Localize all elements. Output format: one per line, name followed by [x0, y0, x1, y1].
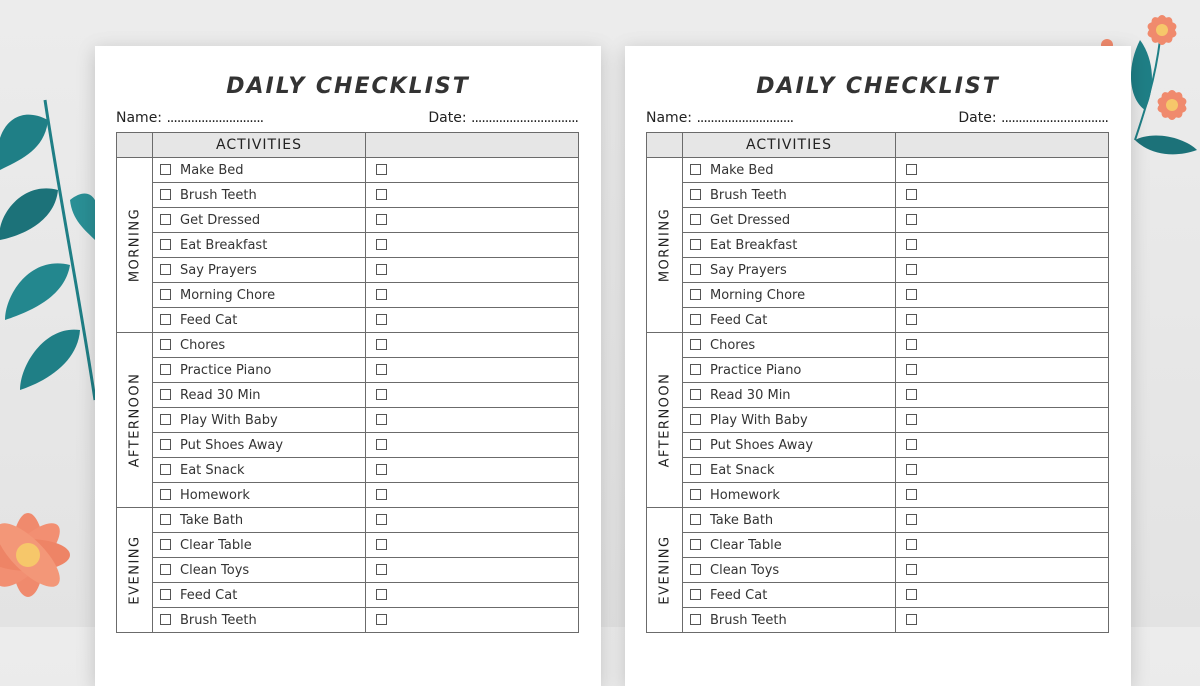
- leaf-branch-left-decoration: [0, 80, 110, 627]
- checkbox-icon[interactable]: [906, 564, 917, 575]
- section-cell-morning: [647, 158, 683, 333]
- check-cell: [896, 183, 1109, 208]
- section-cell-evening: [117, 508, 153, 633]
- name-date-row: [116, 110, 578, 130]
- table-row: [117, 158, 579, 183]
- activity-cell: [153, 583, 366, 608]
- name-blank: ............................: [166, 110, 264, 126]
- checkbox-icon[interactable]: [160, 489, 171, 500]
- leaf-icon: [0, 115, 48, 170]
- checkbox-icon[interactable]: [906, 414, 917, 425]
- activity-label: Feed Cat: [180, 312, 238, 328]
- activity-cell: [153, 158, 366, 183]
- check-cell: [896, 508, 1109, 533]
- date-field: [958, 110, 1108, 126]
- table-header-row: [117, 133, 579, 158]
- activity-cell: [683, 258, 896, 283]
- activity-label: Chores: [180, 337, 226, 353]
- checkbox-icon[interactable]: [690, 589, 701, 600]
- checkbox-icon[interactable]: [376, 439, 387, 450]
- activity-cell: [153, 258, 366, 283]
- activity-cell: [683, 358, 896, 383]
- activity-label: Eat Snack: [710, 462, 775, 478]
- check-cell: [366, 308, 579, 333]
- name-field: [116, 110, 263, 126]
- checkbox-icon[interactable]: [690, 464, 701, 475]
- checkbox-icon[interactable]: [906, 214, 917, 225]
- section-cell-morning: [117, 158, 153, 333]
- table-row: [117, 183, 579, 208]
- activity-label: Brush Teeth: [710, 187, 787, 203]
- activity-cell: [683, 183, 896, 208]
- check-cell: [366, 183, 579, 208]
- check-header-cell: [896, 133, 1109, 158]
- checkbox-icon[interactable]: [906, 439, 917, 450]
- activity-cell: [683, 208, 896, 233]
- activity-label: Feed Cat: [710, 587, 768, 603]
- table-row: [647, 558, 1109, 583]
- section-label: MORNING: [127, 207, 142, 283]
- checkbox-icon[interactable]: [376, 514, 387, 525]
- table-row: [117, 583, 579, 608]
- checkbox-icon[interactable]: [376, 239, 387, 250]
- activity-label: Brush Teeth: [180, 612, 257, 628]
- table-row: [647, 458, 1109, 483]
- activity-label: Clear Table: [710, 537, 782, 553]
- check-cell: [896, 558, 1109, 583]
- activity-cell: [683, 458, 896, 483]
- check-cell: [896, 258, 1109, 283]
- checklist-title: DAILY CHECKLIST: [226, 74, 470, 99]
- activity-cell: [153, 383, 366, 408]
- table-row: [647, 283, 1109, 308]
- checkbox-icon[interactable]: [160, 314, 171, 325]
- checkbox-icon[interactable]: [906, 464, 917, 475]
- checkbox-icon[interactable]: [690, 564, 701, 575]
- checkbox-icon[interactable]: [160, 514, 171, 525]
- activity-label: Put Shoes Away: [710, 437, 814, 453]
- activity-label: Play With Baby: [710, 412, 808, 428]
- check-cell: [896, 408, 1109, 433]
- table-row: [117, 458, 579, 483]
- date-blank: ...............................: [1001, 110, 1108, 126]
- table-row: [647, 183, 1109, 208]
- checklist-body: [647, 158, 1109, 633]
- check-cell: [366, 283, 579, 308]
- checkbox-icon[interactable]: [376, 164, 387, 175]
- check-cell: [896, 533, 1109, 558]
- table-row: [647, 208, 1109, 233]
- activity-cell: [683, 583, 896, 608]
- section-header-cell: [117, 133, 153, 158]
- leaf-icon: [5, 263, 70, 320]
- activity-cell: [683, 558, 896, 583]
- activity-label: Eat Snack: [180, 462, 245, 478]
- check-cell: [896, 583, 1109, 608]
- activity-label: Brush Teeth: [180, 187, 257, 203]
- checklist-body: [117, 158, 579, 633]
- leaf-icon: [1131, 40, 1152, 110]
- checkbox-icon[interactable]: [690, 514, 701, 525]
- checkbox-icon[interactable]: [160, 364, 171, 375]
- checkbox-icon[interactable]: [906, 189, 917, 200]
- check-cell: [366, 558, 579, 583]
- checkbox-icon[interactable]: [160, 614, 171, 625]
- check-cell: [366, 158, 579, 183]
- name-blank: ............................: [696, 110, 794, 126]
- checkbox-icon[interactable]: [376, 539, 387, 550]
- checkbox-icon[interactable]: [376, 389, 387, 400]
- table-row: [117, 608, 579, 633]
- leaf-icon: [1135, 135, 1197, 154]
- activity-cell: [683, 233, 896, 258]
- table-row: [117, 483, 579, 508]
- check-cell: [366, 333, 579, 358]
- activity-label: Read 30 Min: [180, 387, 261, 403]
- check-cell: [366, 533, 579, 558]
- activity-label: Morning Chore: [710, 287, 806, 303]
- checkbox-icon[interactable]: [376, 189, 387, 200]
- activity-cell: [153, 308, 366, 333]
- activity-cell: [683, 533, 896, 558]
- table-row: [117, 208, 579, 233]
- table-row: [647, 333, 1109, 358]
- activities-header: ACTIVITIES: [683, 133, 896, 158]
- activity-label: Put Shoes Away: [180, 437, 284, 453]
- checkbox-icon[interactable]: [690, 314, 701, 325]
- check-cell: [366, 233, 579, 258]
- table-row: [647, 433, 1109, 458]
- check-cell: [896, 458, 1109, 483]
- activity-cell: [683, 283, 896, 308]
- check-cell: [896, 433, 1109, 458]
- name-label: Name:: [116, 110, 163, 126]
- check-header-cell: [366, 133, 579, 158]
- checkbox-icon[interactable]: [376, 614, 387, 625]
- activity-label: Make Bed: [180, 162, 244, 178]
- activity-cell: [683, 408, 896, 433]
- check-cell: [366, 483, 579, 508]
- check-cell: [366, 458, 579, 483]
- checkbox-icon[interactable]: [906, 289, 917, 300]
- checkbox-icon[interactable]: [160, 414, 171, 425]
- checkbox-icon[interactable]: [376, 489, 387, 500]
- activity-cell: [153, 283, 366, 308]
- checkbox-icon[interactable]: [160, 289, 171, 300]
- name-date-row: [646, 110, 1108, 130]
- checkbox-icon[interactable]: [690, 389, 701, 400]
- check-cell: [896, 308, 1109, 333]
- checkbox-icon[interactable]: [376, 564, 387, 575]
- checkbox-icon[interactable]: [160, 539, 171, 550]
- checkbox-icon[interactable]: [906, 539, 917, 550]
- table-row: [647, 258, 1109, 283]
- checkbox-icon[interactable]: [690, 439, 701, 450]
- activity-cell: [153, 508, 366, 533]
- checkbox-icon[interactable]: [160, 464, 171, 475]
- table-row: [117, 283, 579, 308]
- checklist-table: [116, 132, 579, 633]
- checkbox-icon[interactable]: [906, 364, 917, 375]
- table-row: [117, 408, 579, 433]
- check-cell: [366, 258, 579, 283]
- checkbox-icon[interactable]: [906, 514, 917, 525]
- checkbox-icon[interactable]: [160, 589, 171, 600]
- activity-cell: [153, 408, 366, 433]
- table-row: [647, 233, 1109, 258]
- checkbox-icon[interactable]: [906, 164, 917, 175]
- activity-cell: [683, 383, 896, 408]
- check-cell: [366, 508, 579, 533]
- check-cell: [896, 483, 1109, 508]
- activity-cell: [683, 433, 896, 458]
- check-cell: [896, 608, 1109, 633]
- checklist-table: [646, 132, 1109, 633]
- flower-left-decoration: [0, 455, 100, 627]
- activity-cell: [683, 608, 896, 633]
- table-row: [117, 308, 579, 333]
- activity-label: Clean Toys: [710, 562, 780, 578]
- activities-header: ACTIVITIES: [153, 133, 366, 158]
- table-row: [117, 558, 579, 583]
- check-cell: [896, 383, 1109, 408]
- checkbox-icon[interactable]: [690, 489, 701, 500]
- name-label: Name:: [646, 110, 693, 126]
- activity-cell: [153, 608, 366, 633]
- activity-label: Homework: [710, 487, 780, 503]
- checkbox-icon[interactable]: [906, 264, 917, 275]
- checklist-title: DAILY CHECKLIST: [756, 74, 1000, 99]
- checkbox-icon[interactable]: [376, 289, 387, 300]
- date-field: [428, 110, 578, 126]
- section-label: AFTERNOON: [127, 372, 142, 468]
- section-cell-afternoon: [117, 333, 153, 508]
- check-cell: [896, 333, 1109, 358]
- checkbox-icon[interactable]: [376, 464, 387, 475]
- activity-label: Read 30 Min: [710, 387, 791, 403]
- table-row: [117, 433, 579, 458]
- checklist-sheet-right: [625, 46, 1131, 686]
- checkbox-icon[interactable]: [160, 564, 171, 575]
- leaf-icon: [0, 188, 58, 240]
- checkbox-icon[interactable]: [690, 239, 701, 250]
- table-row: [647, 408, 1109, 433]
- checkbox-icon[interactable]: [160, 189, 171, 200]
- checkbox-icon[interactable]: [160, 389, 171, 400]
- activity-cell: [683, 508, 896, 533]
- section-header-cell: [647, 133, 683, 158]
- date-label: Date:: [958, 110, 997, 126]
- activity-label: Eat Breakfast: [180, 237, 268, 253]
- check-cell: [896, 358, 1109, 383]
- activity-label: Say Prayers: [710, 262, 787, 278]
- table-row: [647, 158, 1109, 183]
- checkbox-icon[interactable]: [690, 614, 701, 625]
- checkbox-icon[interactable]: [690, 189, 701, 200]
- checkbox-icon[interactable]: [690, 339, 701, 350]
- section-label: AFTERNOON: [657, 372, 672, 468]
- checkbox-icon[interactable]: [906, 614, 917, 625]
- checkbox-icon[interactable]: [376, 264, 387, 275]
- activity-cell: [153, 433, 366, 458]
- activity-label: Chores: [710, 337, 756, 353]
- checkbox-icon[interactable]: [160, 214, 171, 225]
- checkbox-icon[interactable]: [690, 164, 701, 175]
- check-cell: [366, 383, 579, 408]
- checkbox-icon[interactable]: [690, 214, 701, 225]
- activity-label: Homework: [180, 487, 250, 503]
- activity-cell: [683, 158, 896, 183]
- checkbox-icon[interactable]: [160, 239, 171, 250]
- check-cell: [366, 608, 579, 633]
- activity-label: Say Prayers: [180, 262, 257, 278]
- check-cell: [366, 433, 579, 458]
- activity-label: Practice Piano: [180, 362, 272, 378]
- table-row: [647, 383, 1109, 408]
- table-row: [647, 608, 1109, 633]
- activity-cell: [153, 183, 366, 208]
- section-label: MORNING: [657, 207, 672, 283]
- checkbox-icon[interactable]: [906, 389, 917, 400]
- table-row: [117, 508, 579, 533]
- table-header-row: [647, 133, 1109, 158]
- activity-label: Morning Chore: [180, 287, 276, 303]
- activity-label: Clean Toys: [180, 562, 250, 578]
- activity-cell: [683, 333, 896, 358]
- date-blank: ...............................: [471, 110, 578, 126]
- check-cell: [896, 158, 1109, 183]
- section-label: EVENING: [657, 535, 672, 605]
- activity-label: Clear Table: [180, 537, 252, 553]
- checkbox-icon[interactable]: [160, 264, 171, 275]
- checkbox-icon[interactable]: [376, 339, 387, 350]
- checkbox-icon[interactable]: [906, 239, 917, 250]
- activity-label: Feed Cat: [180, 587, 238, 603]
- date-label: Date:: [428, 110, 467, 126]
- checkbox-icon[interactable]: [376, 414, 387, 425]
- activity-label: Take Bath: [180, 512, 244, 528]
- checkbox-icon[interactable]: [376, 364, 387, 375]
- name-field: [646, 110, 793, 126]
- check-cell: [366, 208, 579, 233]
- table-row: [117, 358, 579, 383]
- section-cell-evening: [647, 508, 683, 633]
- check-cell: [366, 408, 579, 433]
- checkbox-icon[interactable]: [906, 339, 917, 350]
- activity-label: Get Dressed: [710, 212, 791, 228]
- table-row: [117, 333, 579, 358]
- activity-cell: [153, 333, 366, 358]
- table-row: [647, 358, 1109, 383]
- checkbox-icon[interactable]: [690, 264, 701, 275]
- check-cell: [896, 233, 1109, 258]
- checkbox-icon[interactable]: [376, 589, 387, 600]
- table-row: [647, 583, 1109, 608]
- table-row: [647, 508, 1109, 533]
- activity-label: Make Bed: [710, 162, 774, 178]
- table-row: [117, 533, 579, 558]
- activity-cell: [153, 358, 366, 383]
- check-cell: [366, 358, 579, 383]
- activity-cell: [683, 308, 896, 333]
- checkbox-icon[interactable]: [376, 314, 387, 325]
- checkbox-icon[interactable]: [690, 364, 701, 375]
- checkbox-icon[interactable]: [906, 489, 917, 500]
- check-cell: [896, 208, 1109, 233]
- activity-cell: [153, 233, 366, 258]
- checkbox-icon[interactable]: [906, 589, 917, 600]
- checkbox-icon[interactable]: [160, 164, 171, 175]
- activity-cell: [683, 483, 896, 508]
- checkbox-icon[interactable]: [160, 339, 171, 350]
- activity-cell: [153, 533, 366, 558]
- checkbox-icon[interactable]: [690, 289, 701, 300]
- table-row: [117, 258, 579, 283]
- check-cell: [366, 583, 579, 608]
- activity-label: Take Bath: [710, 512, 774, 528]
- activity-cell: [153, 558, 366, 583]
- leaf-icon: [20, 330, 80, 390]
- checkbox-icon[interactable]: [906, 314, 917, 325]
- table-row: [647, 483, 1109, 508]
- section-cell-afternoon: [647, 333, 683, 508]
- activity-label: Eat Breakfast: [710, 237, 798, 253]
- table-row: [647, 308, 1109, 333]
- activity-cell: [153, 458, 366, 483]
- activity-label: Play With Baby: [180, 412, 278, 428]
- checkbox-icon[interactable]: [690, 539, 701, 550]
- checkbox-icon[interactable]: [690, 414, 701, 425]
- table-row: [647, 533, 1109, 558]
- section-label: EVENING: [127, 535, 142, 605]
- table-row: [117, 383, 579, 408]
- table-row: [117, 233, 579, 258]
- activity-cell: [153, 483, 366, 508]
- checkbox-icon[interactable]: [376, 214, 387, 225]
- checkbox-icon[interactable]: [160, 439, 171, 450]
- activity-label: Get Dressed: [180, 212, 261, 228]
- check-cell: [896, 283, 1109, 308]
- checklist-sheet-left: [95, 46, 601, 686]
- activity-label: Practice Piano: [710, 362, 802, 378]
- activity-label: Feed Cat: [710, 312, 768, 328]
- activity-label: Brush Teeth: [710, 612, 787, 628]
- activity-cell: [153, 208, 366, 233]
